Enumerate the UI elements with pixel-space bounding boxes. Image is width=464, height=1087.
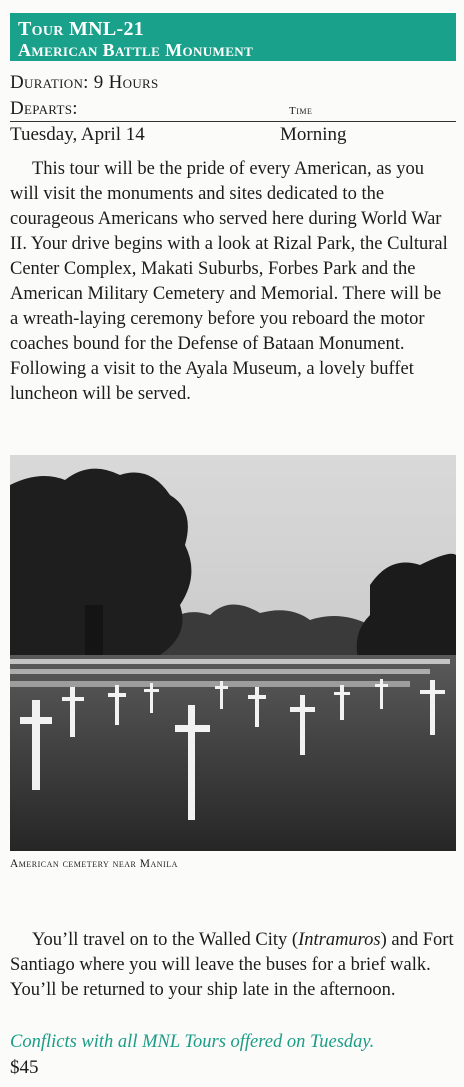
tour-price: $45 [10,1057,39,1078]
departure-date: Tuesday, April 14 [10,124,145,145]
paragraph-2-start: You’ll travel on to the Walled City ( [32,930,299,950]
departure-line [10,124,456,148]
departs-row [10,98,456,122]
tour-code: Tour MNL-21 [18,18,145,40]
intramuros-italic: Intramuros [298,930,381,950]
departure-time: Morning [280,124,347,145]
divider [10,121,456,122]
duration: Duration: 9 Hours [10,72,159,93]
description-paragraph-1: This tour will be the pride of every American, as you will visit the monuments and sites dedicated to the courageous Americans who served here during World War II. Your drive begins with a look at Rizal Park, the Cultural Center Complex, Makati Suburbs, Forbes Park and the American Military Cemetery and Memorial. There will be a wreath-laying ceremony before you reboard the motor coaches bound for the Defense of Bataan Monument. Following a visit to the Ayala Museum, a lovely buffet luncheon will be served. [10,159,448,404]
paragraph-2-end: ) and Fort Santiago where you will leave the buses for a brief walk. You’ll be returned to your ship late in the afternoon. [10,930,454,1000]
photo-caption: American cemetery near Manila [10,858,178,870]
departs-label: Departs: [10,98,78,119]
cemetery-photo [10,455,456,851]
tour-header [10,13,456,61]
time-label: Time [289,105,313,117]
description-paragraph-2 [10,928,454,1003]
tour-name: American Battle Monument [18,40,254,60]
conflict-note: Conflicts with all MNL Tours offered on Tuesday. [10,1032,375,1052]
